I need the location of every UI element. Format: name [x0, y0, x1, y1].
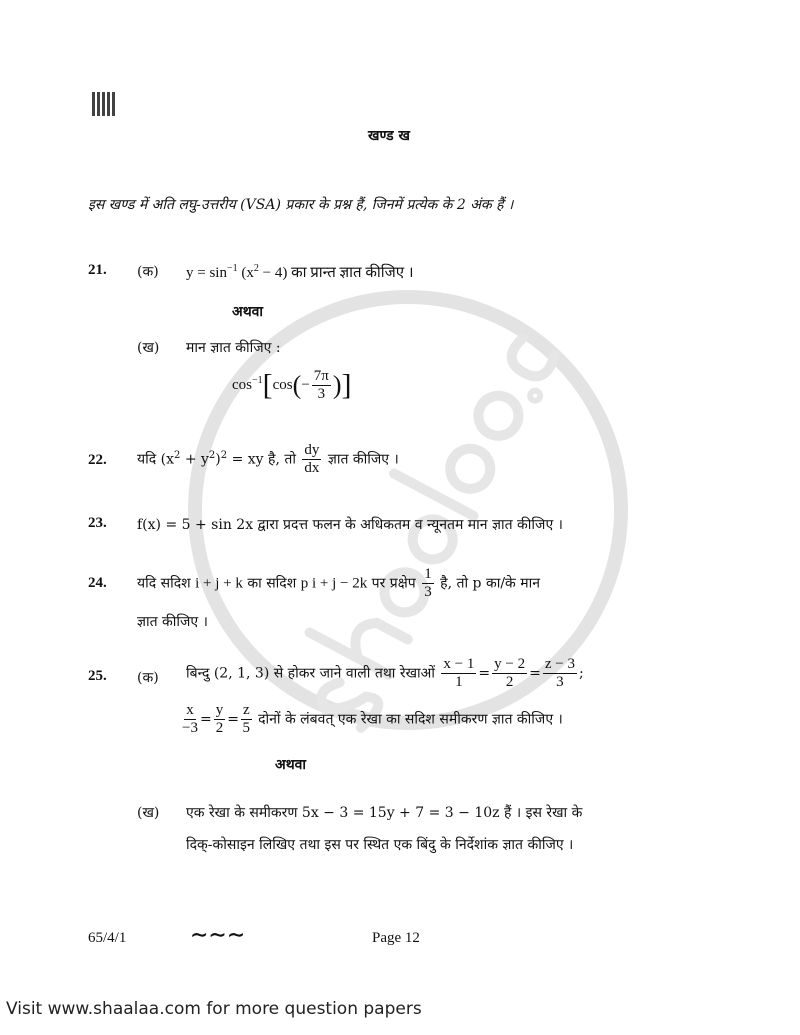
question-21b-expression: $\cos^{-1}[\cos(-$ $\frac{7\pi}{3}$ )] — [232, 368, 352, 402]
bottom-banner — [0, 993, 800, 1035]
bottom-banner-text[interactable]: Visit www.shaalaa.com for more question papers — [6, 999, 422, 1019]
question-number: 25. — [88, 668, 107, 684]
question-number: 22. — [88, 452, 107, 468]
question-number: 24. — [88, 575, 107, 591]
section-instruction: इस खण्ड में अति लघु-उत्तरीय (VSA) प्रकार के प्रश्न हैं, जिनमें प्रत्येक के 2 अंक हैं । — [88, 197, 514, 213]
question-25b-line2: दिक्-कोसाइन लिखिए तथा इस पर स्थित एक बिंदु के निर्देशांक ज्ञात कीजिए । — [186, 837, 574, 853]
question-22: यदि $(x^2 + y^2)^2$ = xy है, तो $\frac{dy}{dx}$ ज्ञात कीजिए । — [137, 442, 399, 476]
question-23: f(x) = 5 + sin 2x द्वारा प्रदत्त फलन के अधिकतम व न्यूनतम मान ज्ञात कीजिए । — [137, 517, 563, 533]
question-25b-line1: एक रेखा के समीकरण 5x − 3 = 15y + 7 = 3 − 10z हैं । इस रेखा के — [186, 805, 583, 821]
option-label: (ख) — [137, 805, 160, 821]
question-number: 23. — [88, 515, 107, 531]
question-25a-line2: $\frac{x}{-3}$ = $\frac{y}{2}$ = $\frac{z}{5}$ दोनों के लंबवत् एक रेखा का सदिश समीकरण ज्ञात कीजिए । — [182, 702, 563, 736]
page-number: Page 12 — [372, 930, 420, 946]
question-25a-line1: बिन्दु (2, 1, 3) से होकर जाने वाली तथा रेखाओं $\frac{x - 1}{1}$ = $\frac{y - 2}{2}$ = $\frac{z - 3}{3}$ ; — [186, 656, 584, 690]
question-21a: $y = \sin^{-1} (x^2 - 4)$ का प्रान्त ज्ञात कीजिए । — [186, 263, 414, 281]
or-separator: अथवा — [275, 757, 307, 773]
section-title: खण्ड ख — [368, 128, 410, 144]
or-separator: अथवा — [232, 304, 264, 320]
option-label: (ख) — [137, 340, 160, 356]
question-24: यदि सदिश i + j + k का सदिश p i + j − 2k पर प्रक्षेप $\frac{1}{3}$ है, तो p का/के मान — [137, 566, 541, 600]
paper-code: 65/4/1 — [88, 930, 127, 946]
option-label: (क) — [137, 670, 159, 686]
question-21b-text: मान ज्ञात कीजिए : — [186, 340, 281, 356]
wave-decoration: ∼∼∼ — [190, 922, 246, 948]
qr-code-icon — [92, 92, 116, 116]
question-number: 21. — [88, 262, 107, 278]
option-label: (क) — [137, 264, 159, 280]
question-24-line2: ज्ञात कीजिए । — [137, 614, 208, 630]
